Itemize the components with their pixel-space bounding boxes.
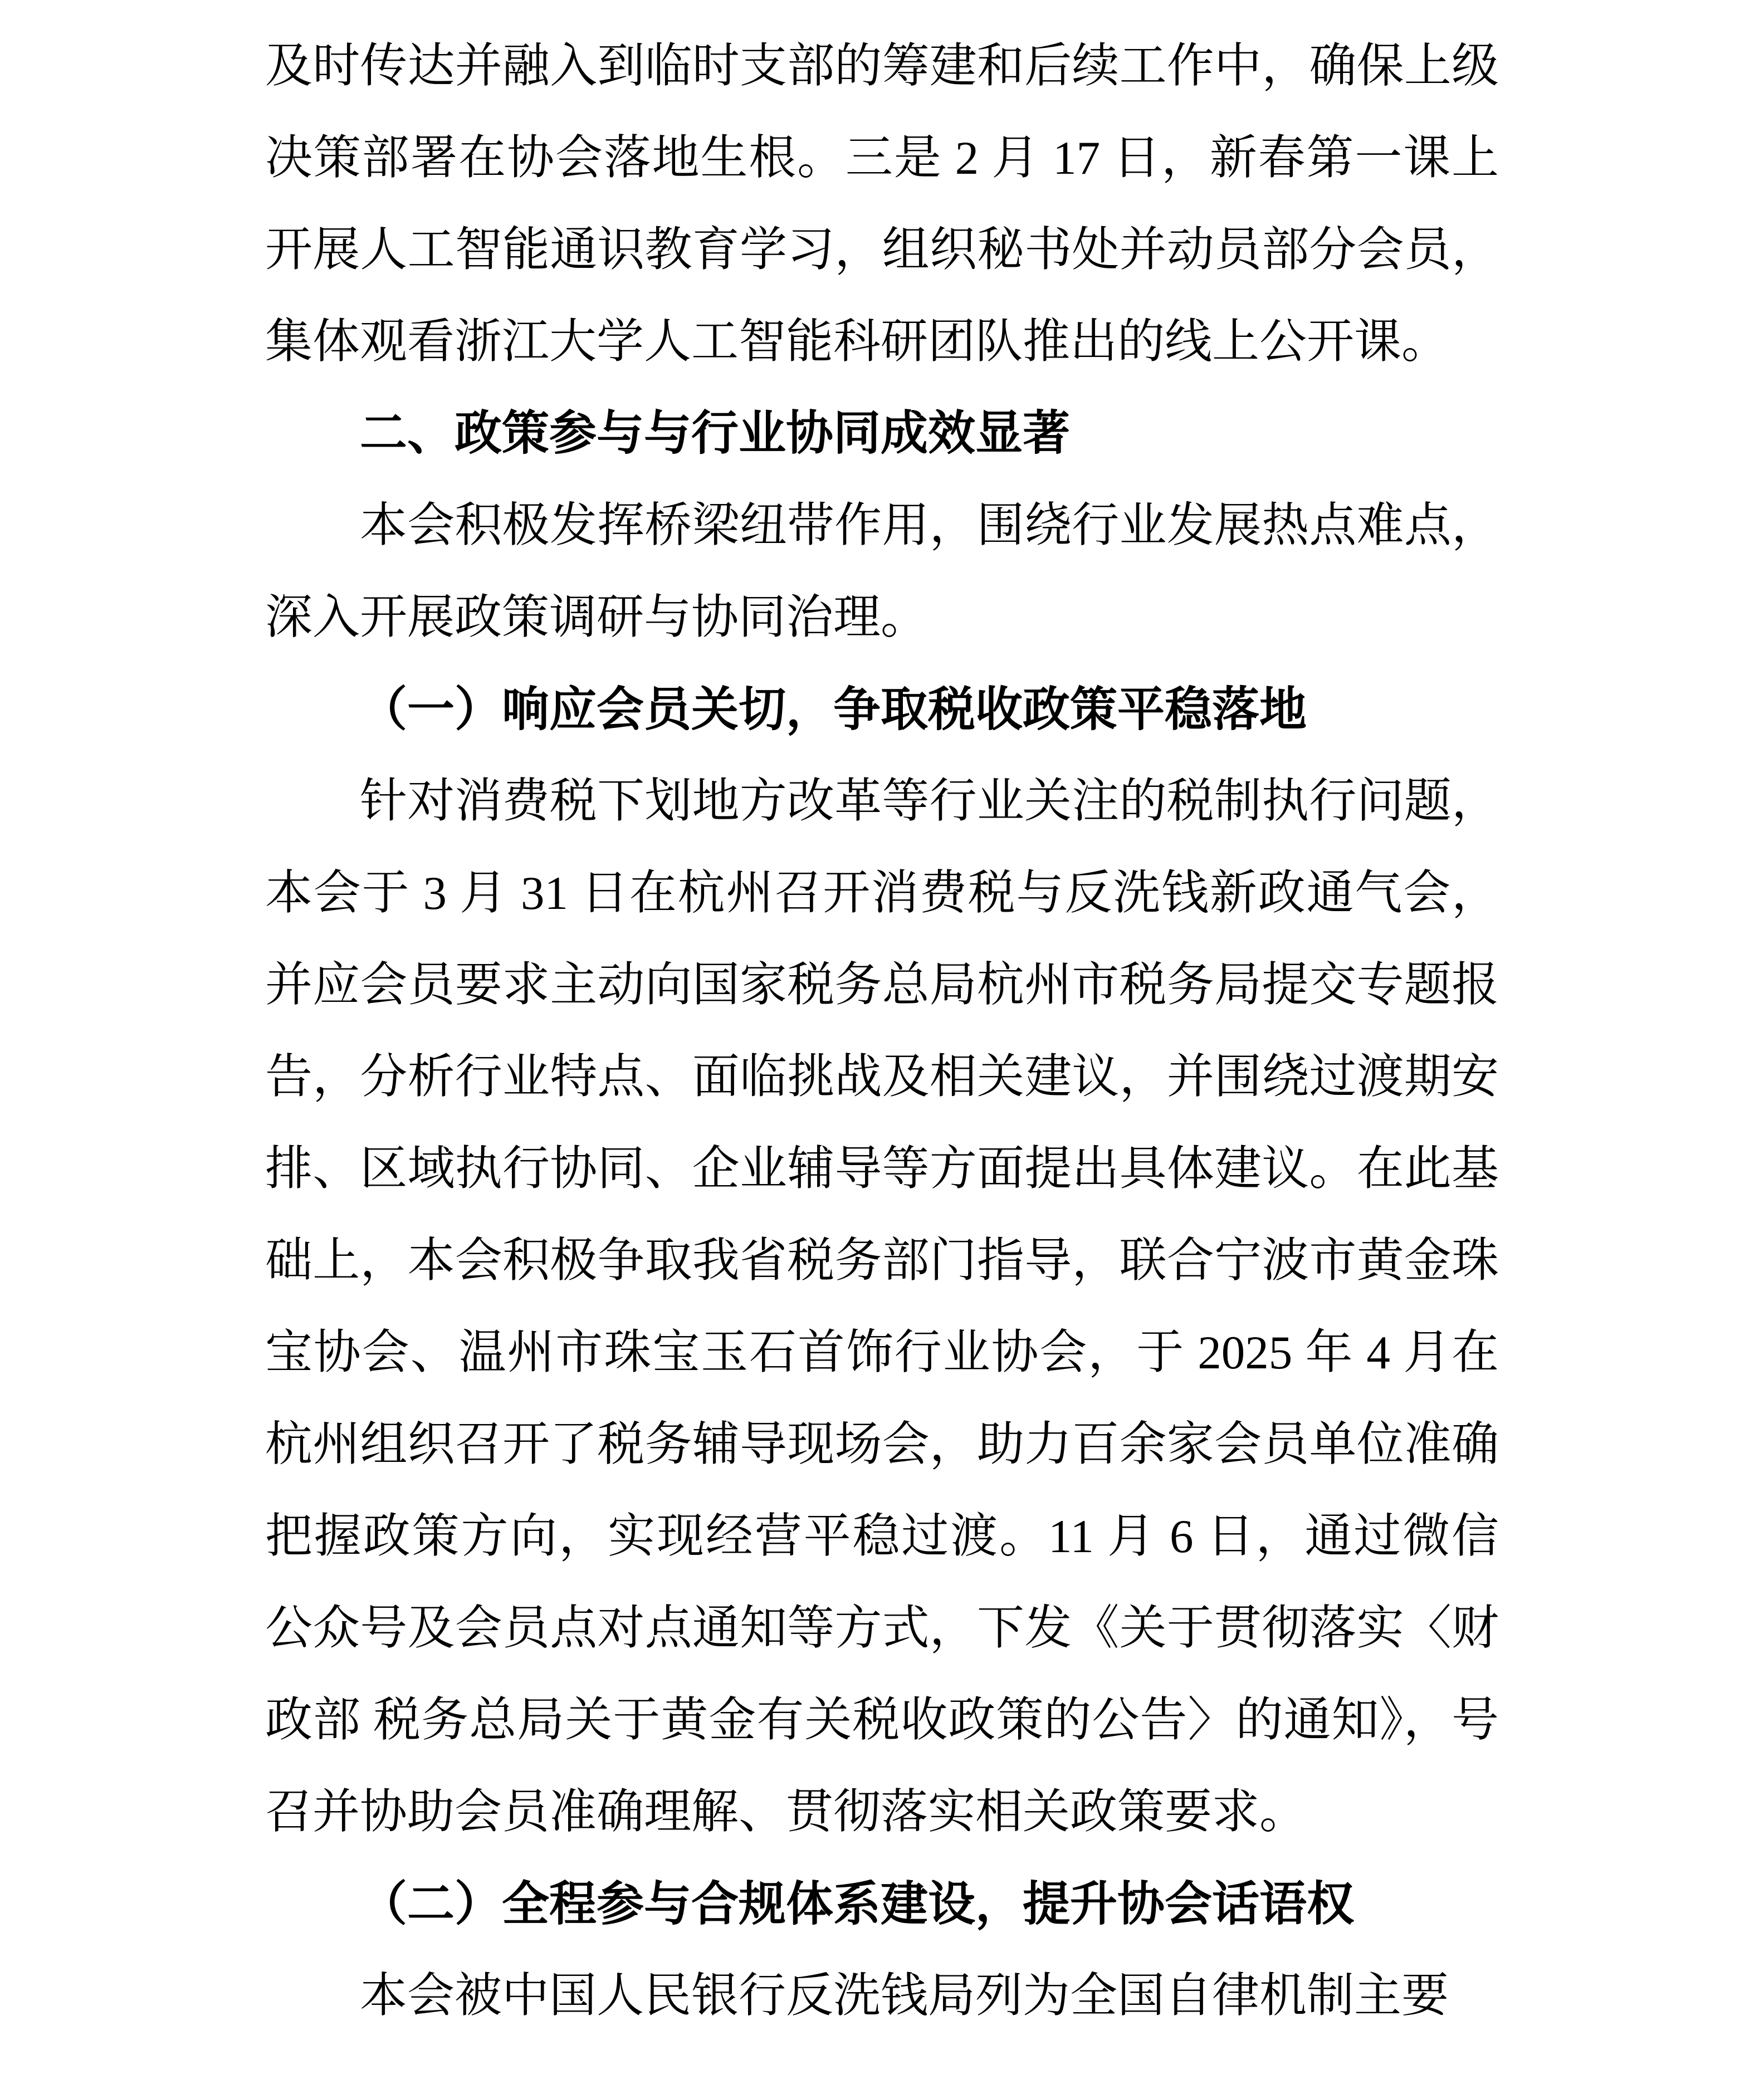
section-heading-two: 二、政策参与与行业协同成效显著 bbox=[360, 408, 1071, 460]
paragraph-continued-from-previous-page: 及时传达并融入到临时支部的筹建和后续工作中，确保上级决策部署在协会落地生根。三是 2 月 17 日，新春第一课上开展人工智能通识教育学习，组织秘书处并动员部分会员，集体观看浙江大学人工智能科研团队推出的线上公开课。 bbox=[265, 40, 1499, 368]
paragraph-section-intro: 本会积极发挥桥梁纽带作用，围绕行业发展热点难点，深入开展政策调研与协同治理。 bbox=[265, 500, 1499, 644]
subsection-heading-one: （一）响应会员关切，争取税收政策平稳落地 bbox=[360, 683, 1307, 736]
paragraph-compliance-cutoff: 本会被中国人民银行反洗钱局列为全国自律机制主要 bbox=[360, 1970, 1449, 2022]
paragraph-tax-policy: 针对消费税下划地方改革等行业关注的税制执行问题，本会于 3 月 31 日在杭州召开消费税与反洗钱新政通气会，并应会员要求主动向国家税务总局杭州市税务局提交专题报告，分析行业特点、面临挑战及相关建议，并围绕过渡期安排、区域执行协同、企业辅导等方面提出具体建议。在此基础上，本会积极争取我省税务部门指导，联合宁波市黄金珠宝协会、温州市珠宝玉石首饰行业协会，于 2025 年 4 月在杭州组织召开了税务辅导现场会，助力百余家会员单位准确把握政策方向，实现经营平稳过渡。11 月 6 日，通过微信公众号及会员点对点通知等方式，下发《关于贯彻落实〈财政部 税务总局关于黄金有关税收政策的公告〉的通知》，号召并协助会员准确理解、贯彻落实相关政策要求。 bbox=[265, 775, 1499, 1838]
subsection-heading-two: （二）全程参与合规体系建设，提升协会话语权 bbox=[360, 1878, 1355, 1931]
